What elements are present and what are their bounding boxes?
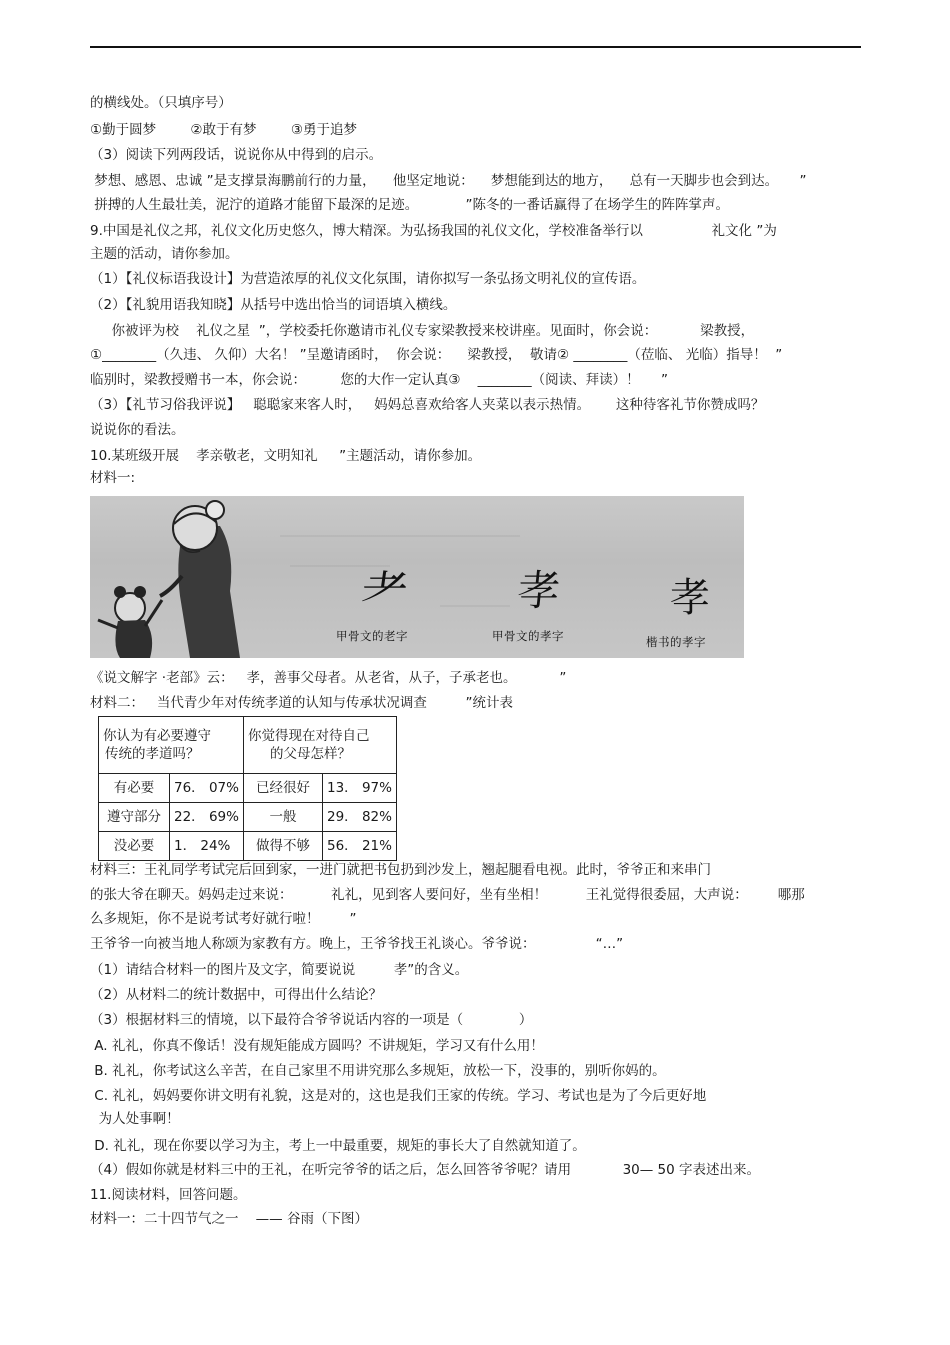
text-line: ①________（久违、 久仰）大名！ ”呈邀请函时， 你会说： 梁教授， 敬请② ________（莅临、 光临）指导！ ”	[90, 347, 783, 363]
text-line: 说说你的看法。	[90, 422, 185, 438]
oracle-lao-glyph: 耂	[357, 563, 412, 617]
table-row	[99, 832, 397, 861]
figure-caption: 甲骨文的老字	[336, 629, 408, 643]
table-header-row	[99, 717, 397, 774]
text-line: A. 礼礼，你真不像话！没有规矩能成方圆吗？不讲规矩，学习又有什么用！	[90, 1038, 544, 1054]
text-line: 么多规矩，你不是说考试考好就行啦！ ”	[90, 911, 357, 927]
text-line: B. 礼礼，你考试这么辛苦，在自己家里不用讲究那么多规矩，放松一下，没事的，别听你妈的。	[90, 1063, 666, 1079]
header-right-line: 的父母怎样？	[269, 746, 351, 762]
table-cell: 29． 82%	[322, 803, 396, 832]
text-line: （4）假如你就是材料三中的王礼，在听完爷爷的话之后，怎么回答爷爷呢？请用 30— 50 字表述出来。	[90, 1162, 761, 1178]
text-line: 10.某班级开展 孝亲敬老，文明知礼 ”主题活动，请你参加。	[90, 448, 482, 464]
table-cell: 遵守部分	[99, 803, 170, 832]
text-line: 为人处事啊！	[90, 1111, 180, 1127]
table-cell: 1． 24%	[170, 832, 244, 861]
table-cell: 已经很好	[243, 774, 322, 803]
text-line: 材料一:	[90, 470, 136, 486]
text-line: 拼搏的人生最壮美，泥泞的道路才能留下最深的足迹。 ”陈冬的一番话赢得了在场学生的阵阵掌声。	[90, 197, 729, 213]
header-left-line: 传统的孝道吗？	[105, 746, 200, 762]
text-line: ①勤于圆梦 ②敢于有梦 ③勇于追梦	[90, 122, 357, 138]
table-cell: 76． 07%	[170, 774, 244, 803]
text-line: （1）【礼仪标语我设计】为营造浓厚的礼仪文化氛围，请你拟写一条弘扬文明礼仪的宣传语。	[90, 271, 646, 287]
text-line: （2）从材料二的统计数据中，可得出什么结论？	[90, 987, 383, 1003]
text-line: 王爷爷一向被当地人称颂为家教有方。晚上，王爷爷找王礼谈心。爷爷说： “…”	[90, 936, 624, 952]
oracle-xiao-glyph: 孝	[515, 566, 563, 615]
table-cell: 22． 69%	[170, 803, 244, 832]
header-rule	[90, 46, 861, 48]
table-header-cell	[243, 717, 396, 774]
figure-caption: 甲骨文的孝字	[492, 629, 564, 643]
table-cell: 一般	[243, 803, 322, 832]
text-line: 《说文解字 ·老部》云： 孝，善事父母者。从老省，从子，子承老也。 ”	[90, 670, 567, 686]
text-line: D. 礼礼，现在你要以学习为主，考上一中最重要，规矩的事长大了自然就知道了。	[90, 1138, 586, 1154]
text-line: （3）根据材料三的情境，以下最符合爷爷说话内容的一项是（ ）	[90, 1012, 533, 1028]
table-cell: 13． 97%	[322, 774, 396, 803]
table-cell: 有必要	[99, 774, 170, 803]
text-line: 材料三：王礼同学考试完后回到家，一进门就把书包扔到沙发上，翘起腿看电视。此时，爷爷正和来串门	[90, 862, 711, 878]
text-line: 的横线处。（只填序号）	[90, 95, 232, 111]
text-line: （3）阅读下列两段话，说说你从中得到的启示。	[90, 147, 383, 163]
text-line: 9.中国是礼仪之邦，礼仪文化历史悠久，博大精深。为弘扬我国的礼仪文化，学校准备举行以 礼文化 ”为	[90, 223, 777, 239]
table-row	[99, 803, 397, 832]
text-line: 材料一：二十四节气之一 —— 谷雨（下图）	[90, 1211, 368, 1227]
survey-table	[98, 716, 397, 861]
figure-caption: 楷书的孝字	[646, 635, 706, 649]
text-line: 你被评为校 礼仪之星 ”，学校委托你邀请市礼仪专家梁教授来校讲座。见面时，你会说： 梁教授，	[90, 323, 755, 339]
table-cell: 56． 21%	[322, 832, 396, 861]
text-line: （3）【礼节习俗我评说】 聪聪家来客人时， 妈妈总喜欢给客人夹菜以表示热情。 这种待客礼节你赞成吗？	[90, 397, 765, 413]
table-header-cell	[99, 717, 244, 774]
text-line: C. 礼礼，妈妈要你讲文明有礼貌，这是对的，这也是我们王家的传统。学习、考试也是为了今后更好地	[90, 1088, 707, 1104]
table-row	[99, 774, 397, 803]
table-cell: 做得不够	[243, 832, 322, 861]
kaishu-xiao-glyph: 孝	[670, 575, 710, 621]
text-line: 临别时，梁教授赠书一本，你会说： 您的大作一定认真③ ________（阅读、拜读）！ ”	[90, 372, 669, 388]
xiao-character-figure	[90, 496, 744, 658]
table-cell: 没必要	[99, 832, 170, 861]
header-right-line: 你觉得现在对待自己	[247, 728, 370, 744]
text-line: 的张大爷在聊天。妈妈走过来说： 礼礼，见到客人要问好，坐有坐相！ 王礼觉得很委屈，大声说： 哪那	[90, 887, 805, 903]
text-line: 梦想、感恩、忠诚 ”是支撑景海鹏前行的力量， 他坚定地说： 梦想能到达的地方， 总有一天脚步也会到达。 ”	[90, 173, 807, 189]
text-line: 主题的活动，请你参加。	[90, 246, 239, 262]
text-line: （2）【礼貌用语我知晓】从括号中选出恰当的词语填入横线。	[90, 297, 457, 313]
text-line: 材料二： 当代青少年对传统孝道的认知与传承状况调查 ”统计表	[90, 695, 513, 711]
text-line: （1）请结合材料一的图片及文字，简要说说 孝”的含义。	[90, 962, 469, 978]
text-line: 11.阅读材料，回答问题。	[90, 1187, 247, 1203]
header-left-line: 你认为有必要遵守	[103, 728, 211, 744]
